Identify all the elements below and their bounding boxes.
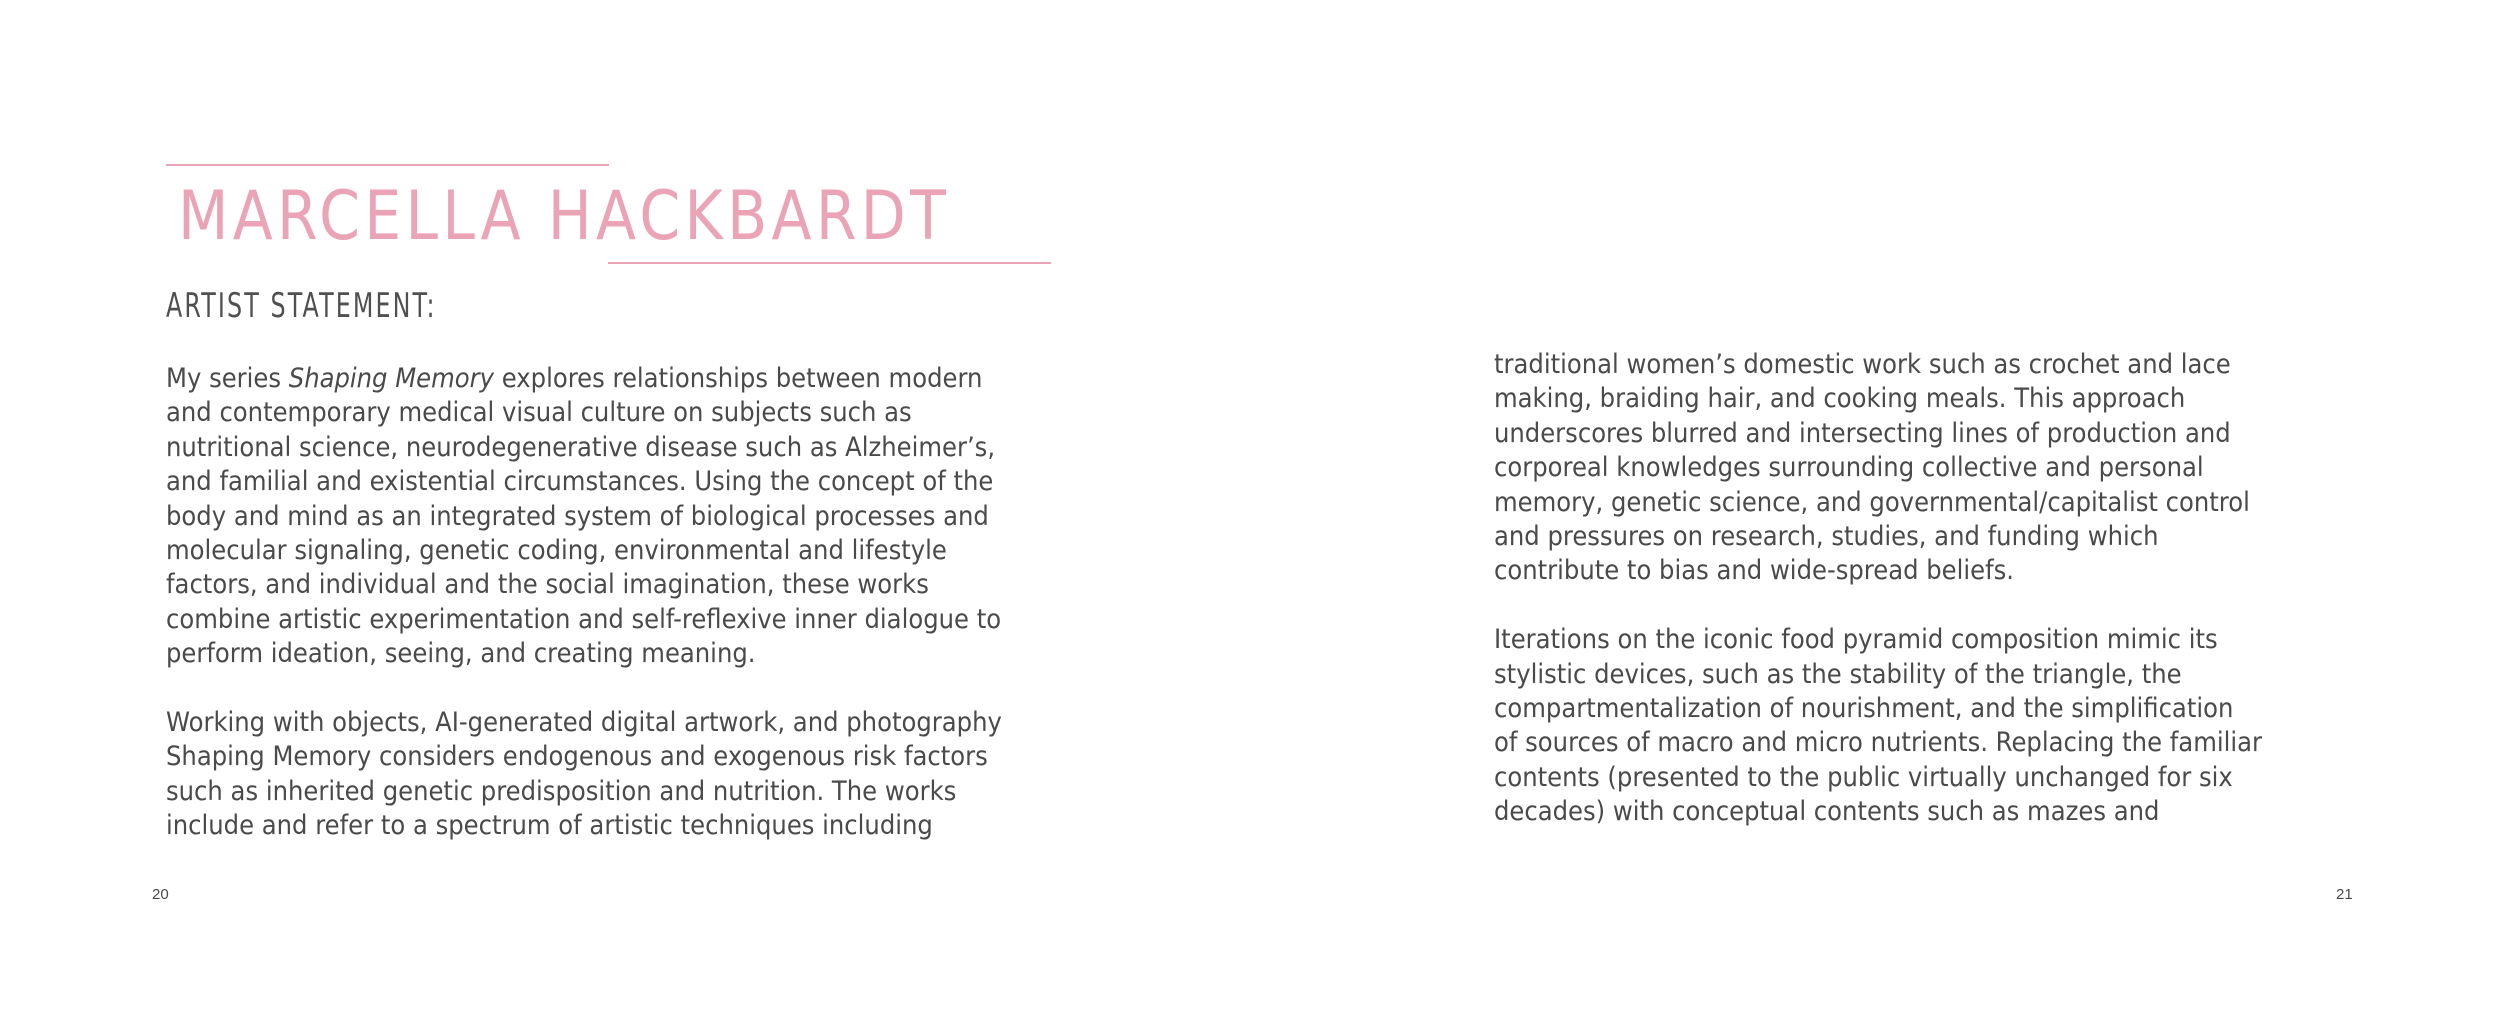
text-line: compartmentalization of nourishment, and the simplification	[1494, 693, 2234, 725]
text-line: Shaping Memory considers endogenous and exogenous risk factors	[166, 741, 988, 773]
text-line: contribute to bias and wide-spread beliefs.	[1494, 555, 2015, 587]
page-number-left: 20	[152, 886, 169, 903]
text-line: and pressures on research, studies, and funding which	[1494, 521, 2159, 553]
text-line: stylistic devices, such as the stability of the triangle, the	[1494, 658, 2182, 690]
page-number-right: 21	[2336, 886, 2353, 903]
line-text: explores relationships between modern	[501, 363, 983, 394]
text-line: perform ideation, seeing, and creating meaning.	[166, 638, 756, 670]
text-line: of sources of macro and micro nutrients. Replacing the familiar	[1494, 727, 2263, 759]
text-line: include and refer to a spectrum of artistic techniques including	[166, 810, 933, 842]
right-page	[1250, 0, 2500, 1029]
text-line: factors, and individual and the social imagination, these works	[166, 569, 929, 601]
text-line: and contemporary medical visual culture on subjects such as	[166, 397, 912, 429]
text-line: traditional women’s domestic work such as crochet and lace	[1494, 349, 2231, 380]
text-line: Iterations on the iconic food pyramid composition mimic its	[1494, 624, 2218, 656]
text-line: Working with objects, AI-generated digital artwork, and photography	[166, 707, 1002, 739]
left-body-text	[166, 362, 1066, 844]
text-line: body and mind as an integrated system of biological processes and	[166, 500, 989, 532]
artist-name: MARCELLA HACKBARDT	[178, 177, 951, 256]
series-title: Shaping Memory	[288, 363, 495, 394]
paragraph	[166, 362, 1066, 672]
text-line: corporeal knowledges surrounding collective and personal	[1494, 452, 2204, 484]
text-line: combine artistic experimentation and self-reflexive inner dialogue to	[166, 603, 1002, 635]
text-line: and familial and existential circumstances. Using the concept of the	[166, 466, 994, 498]
title-rule-bottom	[608, 262, 1051, 264]
paragraph	[166, 706, 1066, 844]
text-line: making, braiding hair, and cooking meals. This approach	[1494, 383, 2186, 415]
text-line: underscores blurred and intersecting lines of production and	[1494, 417, 2231, 449]
text-line: contents (presented to the public virtually unchanged for six	[1494, 761, 2233, 793]
lead-in: My series	[166, 363, 289, 394]
title-rule-top	[166, 164, 609, 166]
section-label: ARTIST STATEMENT:	[166, 286, 437, 326]
text-line: memory, genetic science, and governmental/capitalist control	[1494, 486, 2250, 518]
paragraph	[1494, 623, 2394, 829]
text-line: nutritional science, neurodegenerative disease such as Alzheimer’s,	[166, 431, 996, 463]
paragraph	[1494, 348, 2394, 589]
text-line	[166, 362, 983, 396]
right-body-text	[1494, 348, 2394, 830]
text-line: decades) with conceptual contents such as mazes and	[1494, 796, 2160, 828]
text-line: such as inherited genetic predisposition and nutrition. The works	[166, 775, 957, 807]
text-line: molecular signaling, genetic coding, environmental and lifestyle	[166, 535, 947, 567]
